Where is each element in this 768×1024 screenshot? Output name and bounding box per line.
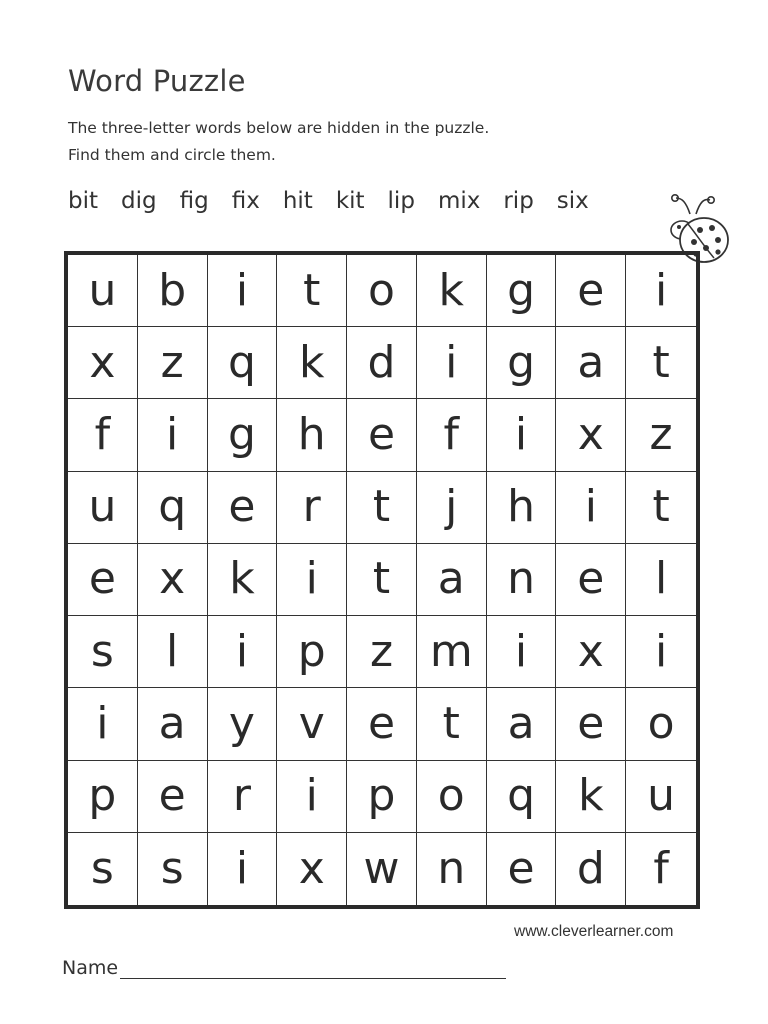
- grid-cell[interactable]: z: [347, 616, 417, 688]
- grid-cell[interactable]: g: [487, 327, 557, 399]
- instruction-line-2: Find them and circle them.: [68, 146, 276, 164]
- grid-cell[interactable]: e: [556, 688, 626, 760]
- grid-cell[interactable]: u: [68, 472, 138, 544]
- grid-cell[interactable]: i: [277, 761, 347, 833]
- grid-cell[interactable]: f: [68, 399, 138, 471]
- word-fig: fig: [179, 188, 209, 214]
- grid-cell[interactable]: i: [138, 399, 208, 471]
- word-bit: bit: [68, 188, 99, 214]
- grid-cell[interactable]: p: [68, 761, 138, 833]
- name-field: [62, 957, 506, 979]
- word-kit: kit: [335, 188, 365, 214]
- name-line[interactable]: [120, 958, 506, 979]
- grid-cell[interactable]: i: [626, 255, 696, 327]
- word-rip: rip: [503, 188, 534, 214]
- grid-cell[interactable]: z: [138, 327, 208, 399]
- grid-cell[interactable]: i: [208, 833, 278, 905]
- grid-cell[interactable]: f: [417, 399, 487, 471]
- grid-cell[interactable]: d: [556, 833, 626, 905]
- grid-cell[interactable]: i: [417, 327, 487, 399]
- grid-cell[interactable]: i: [68, 688, 138, 760]
- grid-cell[interactable]: o: [417, 761, 487, 833]
- word-mix: mix: [437, 188, 481, 214]
- word-six: six: [556, 188, 589, 214]
- name-label: Name: [62, 957, 119, 979]
- grid-cell[interactable]: q: [208, 327, 278, 399]
- grid-cell[interactable]: a: [138, 688, 208, 760]
- grid-cell[interactable]: i: [626, 616, 696, 688]
- grid-cell[interactable]: e: [347, 688, 417, 760]
- grid-cell[interactable]: a: [487, 688, 557, 760]
- grid-cell[interactable]: t: [417, 688, 487, 760]
- grid-cell[interactable]: s: [68, 833, 138, 905]
- website-url: www.cleverlearner.com: [514, 923, 674, 940]
- grid-cell[interactable]: w: [347, 833, 417, 905]
- grid-cell[interactable]: i: [208, 255, 278, 327]
- word-dig: dig: [121, 188, 157, 214]
- grid-cell[interactable]: u: [68, 255, 138, 327]
- grid-cell[interactable]: n: [417, 833, 487, 905]
- grid-cell[interactable]: e: [556, 255, 626, 327]
- grid-cell[interactable]: e: [487, 833, 557, 905]
- grid-cell[interactable]: f: [653, 842, 669, 894]
- grid-cell[interactable]: a: [417, 544, 487, 616]
- grid-cell[interactable]: i: [556, 472, 626, 544]
- grid-cell[interactable]: n: [487, 544, 557, 616]
- grid-cell[interactable]: h: [277, 399, 347, 471]
- grid-cell[interactable]: v: [277, 688, 347, 760]
- grid-cell[interactable]: k: [277, 327, 347, 399]
- grid-cell[interactable]: e: [347, 399, 417, 471]
- grid-cell[interactable]: e: [556, 544, 626, 616]
- page-title: Word Puzzle: [68, 64, 246, 98]
- grid-cell[interactable]: x: [556, 399, 626, 471]
- grid-cell[interactable]: e: [68, 544, 138, 616]
- grid-cell[interactable]: x: [277, 833, 347, 905]
- grid-cell[interactable]: i: [208, 616, 278, 688]
- grid-cell[interactable]: b: [138, 255, 208, 327]
- grid-cell[interactable]: q: [487, 761, 557, 833]
- grid-cell[interactable]: j: [417, 472, 487, 544]
- grid-cell[interactable]: z: [626, 399, 696, 471]
- grid-cell[interactable]: u: [626, 761, 696, 833]
- grid-cell[interactable]: l: [626, 544, 696, 616]
- grid-cell[interactable]: g: [208, 399, 278, 471]
- grid-cell[interactable]: t: [277, 255, 347, 327]
- grid-cell[interactable]: q: [138, 472, 208, 544]
- grid-cell[interactable]: t: [347, 544, 417, 616]
- grid-cell[interactable]: y: [208, 688, 278, 760]
- grid-cell[interactable]: k: [417, 255, 487, 327]
- grid-cell[interactable]: t: [347, 472, 417, 544]
- grid-cell[interactable]: o: [626, 688, 696, 760]
- grid-cell[interactable]: e: [208, 472, 278, 544]
- grid-cell[interactable]: g: [487, 255, 557, 327]
- grid-cell[interactable]: s: [68, 616, 138, 688]
- word-hit: hit: [282, 188, 313, 214]
- instruction-line-1: The three-letter words below are hidden in the puzzle.: [68, 119, 490, 137]
- grid-cell[interactable]: k: [556, 761, 626, 833]
- grid-cell[interactable]: x: [556, 616, 626, 688]
- grid-cell[interactable]: a: [556, 327, 626, 399]
- grid-cell[interactable]: x: [68, 327, 138, 399]
- grid-cell[interactable]: r: [277, 472, 347, 544]
- grid-cell[interactable]: i: [277, 544, 347, 616]
- grid-cell[interactable]: i: [487, 399, 557, 471]
- grid-cell[interactable]: h: [487, 472, 557, 544]
- grid-cell[interactable]: l: [138, 616, 208, 688]
- word-list: [68, 184, 589, 218]
- grid-cell[interactable]: e: [138, 761, 208, 833]
- grid-cell[interactable]: s: [138, 833, 208, 905]
- grid-cell[interactable]: p: [347, 761, 417, 833]
- grid-cell[interactable]: p: [277, 616, 347, 688]
- word-search-grid[interactable]: [64, 251, 700, 909]
- grid-cell[interactable]: t: [626, 472, 696, 544]
- grid-cell[interactable]: r: [208, 761, 278, 833]
- grid-cell[interactable]: m: [417, 616, 487, 688]
- grid-cell[interactable]: d: [347, 327, 417, 399]
- grid-cell[interactable]: x: [138, 544, 208, 616]
- word-lip: lip: [387, 188, 415, 214]
- grid-cell[interactable]: k: [208, 544, 278, 616]
- grid-cell[interactable]: o: [347, 255, 417, 327]
- word-fix: fix: [231, 188, 260, 214]
- grid-cell[interactable]: t: [626, 327, 696, 399]
- grid-cell[interactable]: i: [487, 616, 557, 688]
